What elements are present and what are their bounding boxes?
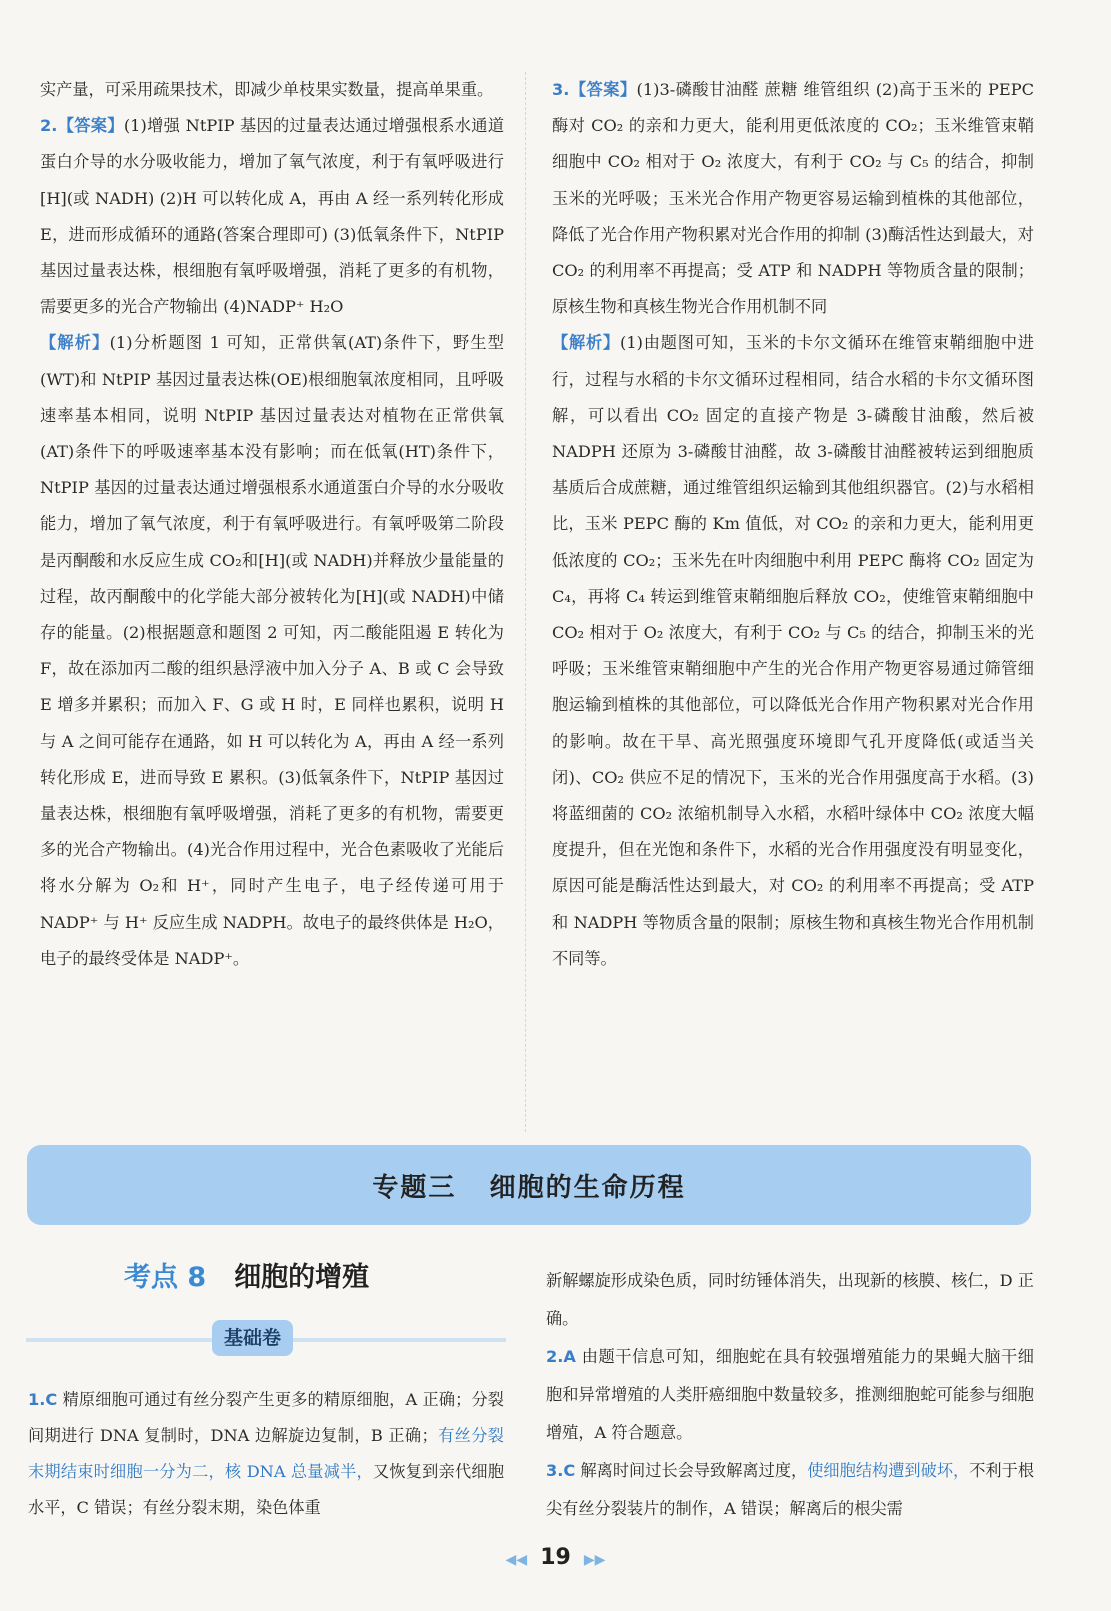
section-heading: [124, 1255, 369, 1294]
q1-number: 1.C: [28, 1390, 58, 1409]
analysis-label: 【解析】: [552, 333, 621, 353]
column-divider: [525, 72, 526, 1132]
analysis-label: 【解析】: [40, 333, 110, 353]
q3-analysis-text: (1)由题图可知，玉米的卡尔文循环在维管束鞘细胞中进行，过程与水稻的卡尔文循环过程相同，结合水稻的卡尔文循环图解，可以看出 CO₂ 固定的直接产物是 3-磷酸甘油酸，然后被 NADPH 还原为 3-磷酸甘油醛，故 3-磷酸甘油醛被转运到细胞质基质后合成蔗糖，通过维管组织运输到其他组织器官。(2)与水稻相比，玉米 PEPC 酶的 Km 值低，对 CO₂ 的亲和力更大，能利用更低浓度的 CO₂；玉米先在叶肉细胞中利用 PEPC 酶将 CO₂ 固定为 C₄，再将 C₄ 转运到维管束鞘细胞后释放 CO₂，使维管束鞘细胞中 CO₂ 相对于 O₂ 浓度大，有利于 CO₂ 与 C₅ 的结合，抑制玉米的光呼吸；玉米维管束鞘细胞中产生的光合作用产物更容易通过筛管细胞运输到植株的其他部位，可以降低光合作用产物积累对光合作用的影响。故在干旱、高光照强度环境即气孔开度降低(或适当关闭)、CO₂ 供应不足的情况下，玉米的光合作用强度高于水稻。(3)将蓝细菌的 CO₂ 浓缩机制导入水稻，水稻叶绿体中 CO₂ 浓度大幅度提升，但在光饱和条件下，水稻的光合作用强度没有明显变化，原因可能是酶活性达到最大，对 CO₂ 的利用率不再提高；受 ATP 和 NADPH 等物质含量的限制；原核生物和真核生物光合作用机制不同等。: [552, 333, 1034, 968]
q2-answer-block: [40, 108, 504, 325]
q3-number: 3.C: [546, 1461, 576, 1480]
q3-answer-block: [552, 72, 1034, 325]
q1-text-b: 又恢复到亲代细胞水平，C 错误；有丝分裂末期，染色体重: [28, 1462, 505, 1517]
q2-analysis-text: (1)分析题图 1 可知，正常供氧(AT)条件下，野生型(WT)和 NtPIP 基因过量表达株(OE)根细胞氧浓度相同，且呼吸速率基本相同，说明 NtPIP 基因过量表达对植物在正常供氧(AT)条件下的呼吸速率基本没有影响；而在低氧(HT)条件下，NtPIP 基因的过量表达通过增强根系水通道蛋白介导的水分吸收能力，增加了氧气浓度，利于有氧呼吸进行。有氧呼吸第二阶段是丙酮酸和水反应生成 CO₂和[H](或 NADH)并释放少量能量的过程，故丙酮酸中的化学能大部分被转化为[H](或 NADH)中储存的能量。(2)根据题意和题图 2 可知，丙二酸能阻遏 E 转化为 F，故在添加丙二酸的组织悬浮液中加入分子 A、B 或 C 会导致 E 增多并累积；而加入 F、G 或 H 时，E 同样也累积，说明 H 与 A 之间可能存在通路，如 H 可以转化为 A，再由 A 经一系列转化形成 E，进而导致 E 累积。(3)低氧条件下，NtPIP 基因过量表达株，根细胞有氧呼吸增强，消耗了更多的有机物，需要更多的光合产物输出。(4)光合作用过程中，光合色素吸收了光能后将水分解为 O₂和 H⁺，同时产生电子，电子经传递可用于 NADP⁺ 与 H⁺ 反应生成 NADPH。故电子的最终供体是 H₂O，电子的最终受体是 NADP⁺。: [40, 333, 504, 968]
paragraph-continuation: 实产量，可采用疏果技术，即减少单枝果实数量，提高单果重。: [40, 80, 494, 99]
section-title: 细胞的增殖: [234, 1262, 370, 1293]
q3-analysis-block: [552, 325, 1034, 977]
q2-number: 2.A: [546, 1347, 576, 1366]
top-right-column: [552, 72, 1034, 977]
q3-text-b: 不利于根尖有丝分裂装片的制作，A 错误；解离后的根尖需: [546, 1461, 1035, 1518]
section-badge: 基础卷: [212, 1320, 293, 1356]
next-arrows-icon: ▶▶: [583, 1552, 606, 1568]
q1-text-a: 精原细胞可通过有丝分裂产生更多的精原细胞，A 正确；分裂间期进行 DNA 复制时，DNA 边解旋边复制，B 正确；: [28, 1390, 504, 1445]
q2-number: 2.: [40, 116, 58, 136]
q2-analysis-block: [40, 325, 504, 977]
q2-block: [546, 1338, 1034, 1452]
bottom-right-column: [546, 1262, 1034, 1528]
chapter-title: 专题三 细胞的生命历程: [372, 1172, 686, 1203]
q2-text: 由题干信息可知，细胞蛇在具有较强增殖能力的果蝇大脑干细胞和异常增殖的人类肝癌细胞中数量较多，推测细胞蛇可能参与细胞增殖，A 符合题意。: [546, 1347, 1034, 1442]
chapter-banner: [27, 1145, 1031, 1225]
q3-number: 3.: [552, 80, 570, 99]
q3-highlight: 使细胞结构遭到破坏，: [807, 1461, 970, 1480]
prev-arrows-icon: ◀◀: [505, 1552, 528, 1568]
page-footer: [0, 1545, 1111, 1570]
answer-label: 【答案】: [569, 80, 637, 99]
q2-answer-text: (1)增强 NtPIP 基因的过量表达通过增强根系水通道蛋白介导的水分吸收能力，增加了氧气浓度，利于有氧呼吸进行 [H](或 NADH) (2)H 可以转化成 A，再由 A 经一系列转化形成 E，进而形成循环的通路(答案合理即可) (3)低氧条件下，NtPIP 基因过量表达株，根细胞有氧呼吸增强，消耗了更多的有机物，需要更多的光合产物输出 (4)NADP⁺ H₂O: [40, 116, 505, 317]
continuation-paragraph: 新解螺旋形成染色质，同时纺锤体消失，出现新的核膜、核仁，D 正确。: [546, 1271, 1034, 1328]
page-number: 19: [540, 1545, 571, 1570]
section-label: 考点 8: [124, 1262, 207, 1293]
bottom-left-column: [28, 1382, 504, 1526]
q3-answer-text: (1)3-磷酸甘油醛 蔗糖 维管组织 (2)高于玉米的 PEPC 酶对 CO₂ 的亲和力更大，能利用更低浓度的 CO₂；玉米维管束鞘细胞中 CO₂ 相对于 O₂ 浓度大，有利于 CO₂ 与 C₅ 的结合，抑制玉米的光呼吸；玉米光合作用产物更容易运输到植株的其他部位，降低了光合作用产物积累对光合作用的抑制 (3)酶活性达到最大，对 CO₂ 的利用率不再提高；受 ATP 和 NADPH 等物质含量的限制；原核生物和真核生物光合作用机制不同: [552, 80, 1034, 317]
q3-text-a: 解离时间过长会导致解离过度，: [580, 1461, 808, 1480]
top-left-column: [40, 72, 504, 977]
q1-block: [28, 1382, 504, 1526]
q1-highlight: 有丝分裂末期结束时细胞一分为二，核 DNA 总量减半，: [28, 1426, 504, 1481]
answer-label: 【答案】: [57, 116, 124, 136]
q3-block: [546, 1452, 1034, 1528]
